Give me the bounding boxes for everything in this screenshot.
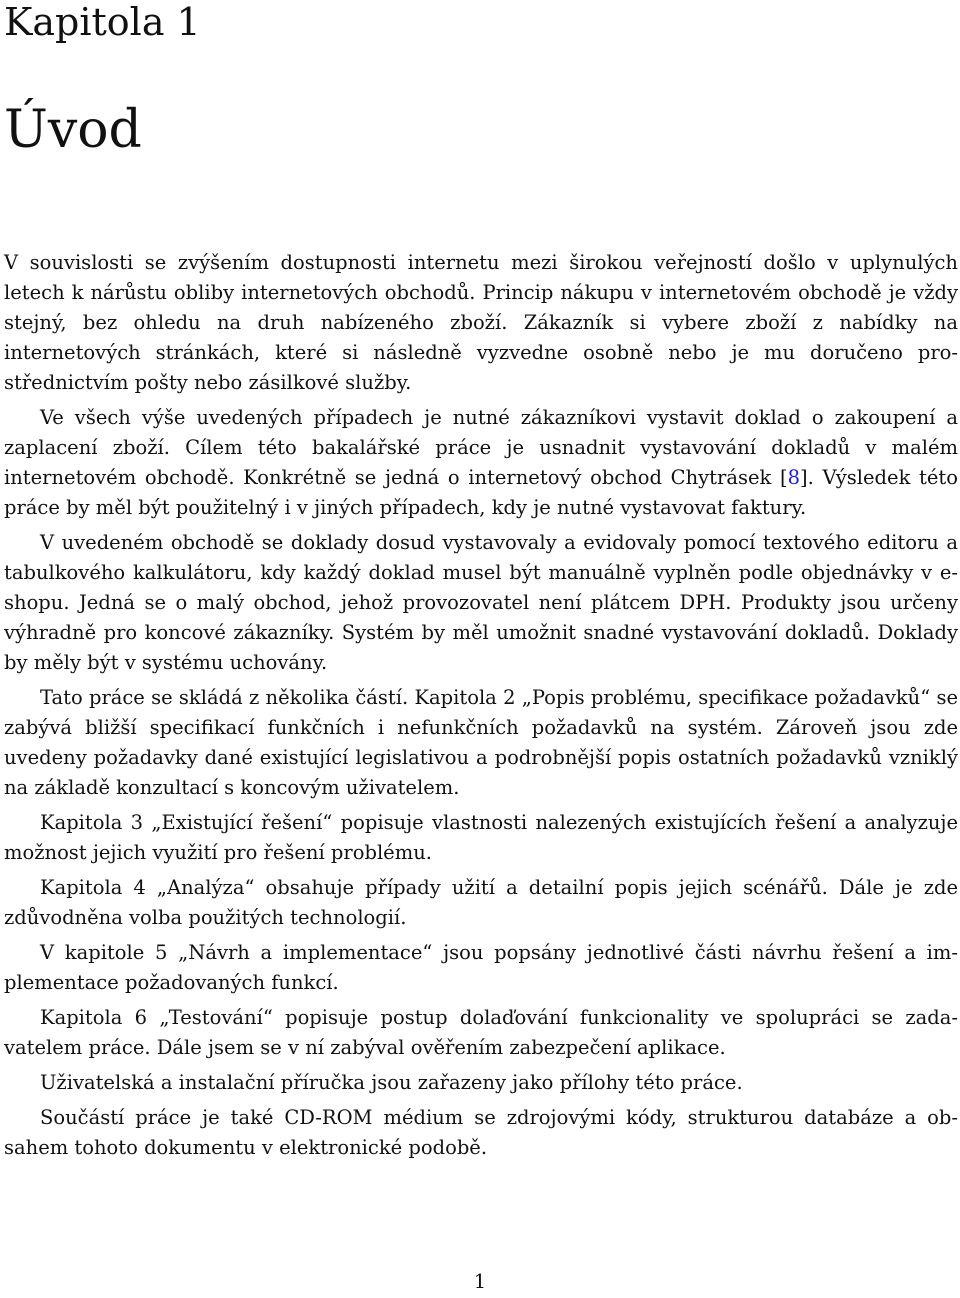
page-number: 1 [473, 1270, 487, 1293]
paragraph-6: Kapitola 4 „Analýza“ obsahuje případy užití a detailní popis jejich scénářů. Dále je zde zdůvodněna volba použitých technologií. [4, 876, 958, 929]
chapter-label: Kapitola 1 [4, 0, 201, 44]
paragraph-2-after: ]. Výsledek této práce by měl být použitelný i v jiných případech, kdy je nutné vystavovat faktury. [4, 466, 958, 519]
paragraph-10: Součástí práce je také CD-ROM médium se zdrojovými kódy, strukturou databáze a obsahem tohoto dokumentu v elektronické podobě. [4, 1106, 958, 1159]
paragraph-7: V kapitole 5 „Návrh a implementace“ jsou popsány jednotlivé části návrhu řešení a implementace požadovaných funkcí. [4, 941, 958, 994]
paragraph-2-before: Ve všech výše uvedených případech je nutné zákazníkovi vystavit doklad o zakoupení a zaplacení zboží. Cílem této bakalářské práce je usnadnit vystavování dokladů v malém internetovém obchodě. Konkrétně se jedná o internetový obchod Chytrásek [ [4, 406, 958, 489]
paragraph-5: Kapitola 3 „Existující řešení“ popisuje vlastnosti nalezených existujících řešení a analyzuje možnost jejich využití pro řešení problému. [4, 811, 958, 864]
citation-link[interactable]: 8 [787, 466, 800, 489]
paragraph-3: V uvedeném obchodě se doklady dosud vystavovaly a evidovaly pomocí textového editoru a tabulkového kalkulátoru, kdy každý doklad musel být manuálně vyplněn podle objednávky v e-shopu. Jedná se o malý obchod, jehož provozovatel není plátcem DPH. Produkty jsou určeny výhradně pro koncové zákazníky. Systém by měl umožnit snadné vystavování dokladů. Doklady by měly být v systému uchovány. [4, 531, 958, 674]
paragraph-1: V souvislosti se zvýšením dostupnosti internetu mezi širokou veřejností došlo v uplynulých letech k nárůstu obliby internetových obchodů. Princip nákupu v internetovém obchodě je vždy stejný, bez ohledu na druh nabízeného zboží. Zákazník si vybere zboží z nabídky na internetových stránkách, které si následně vyzvedne osobně nebo je mu doručeno prostřednictvím pošty nebo zásilkové služby. [4, 251, 958, 394]
chapter-title: Úvod [4, 100, 142, 160]
paragraph-4: Tato práce se skládá z několika částí. Kapitola 2 „Popis problému, specifikace požadavků“ se zabývá bližší specifikací funkčních i nefunkčních požadavků na systém. Zároveň jsou zde uvedeny požadavky dané existující legislativou a podrobnější popis ostatních požadavků vzniklý na základě konzultací s koncovým uživatelem. [4, 686, 958, 799]
paragraph-8: Kapitola 6 „Testování“ popisuje postup dolaďování funkcionality ve spolupráci se zadavatelem práce. Dále jsem se v ní zabýval ověřením zabezpečení aplikace. [4, 1006, 958, 1059]
paragraph-2 [4, 403, 958, 523]
paragraph-9: Uživatelská a instalační příručka jsou zařazeny jako přílohy této práce. [40, 1071, 743, 1094]
body-text [4, 248, 958, 1168]
